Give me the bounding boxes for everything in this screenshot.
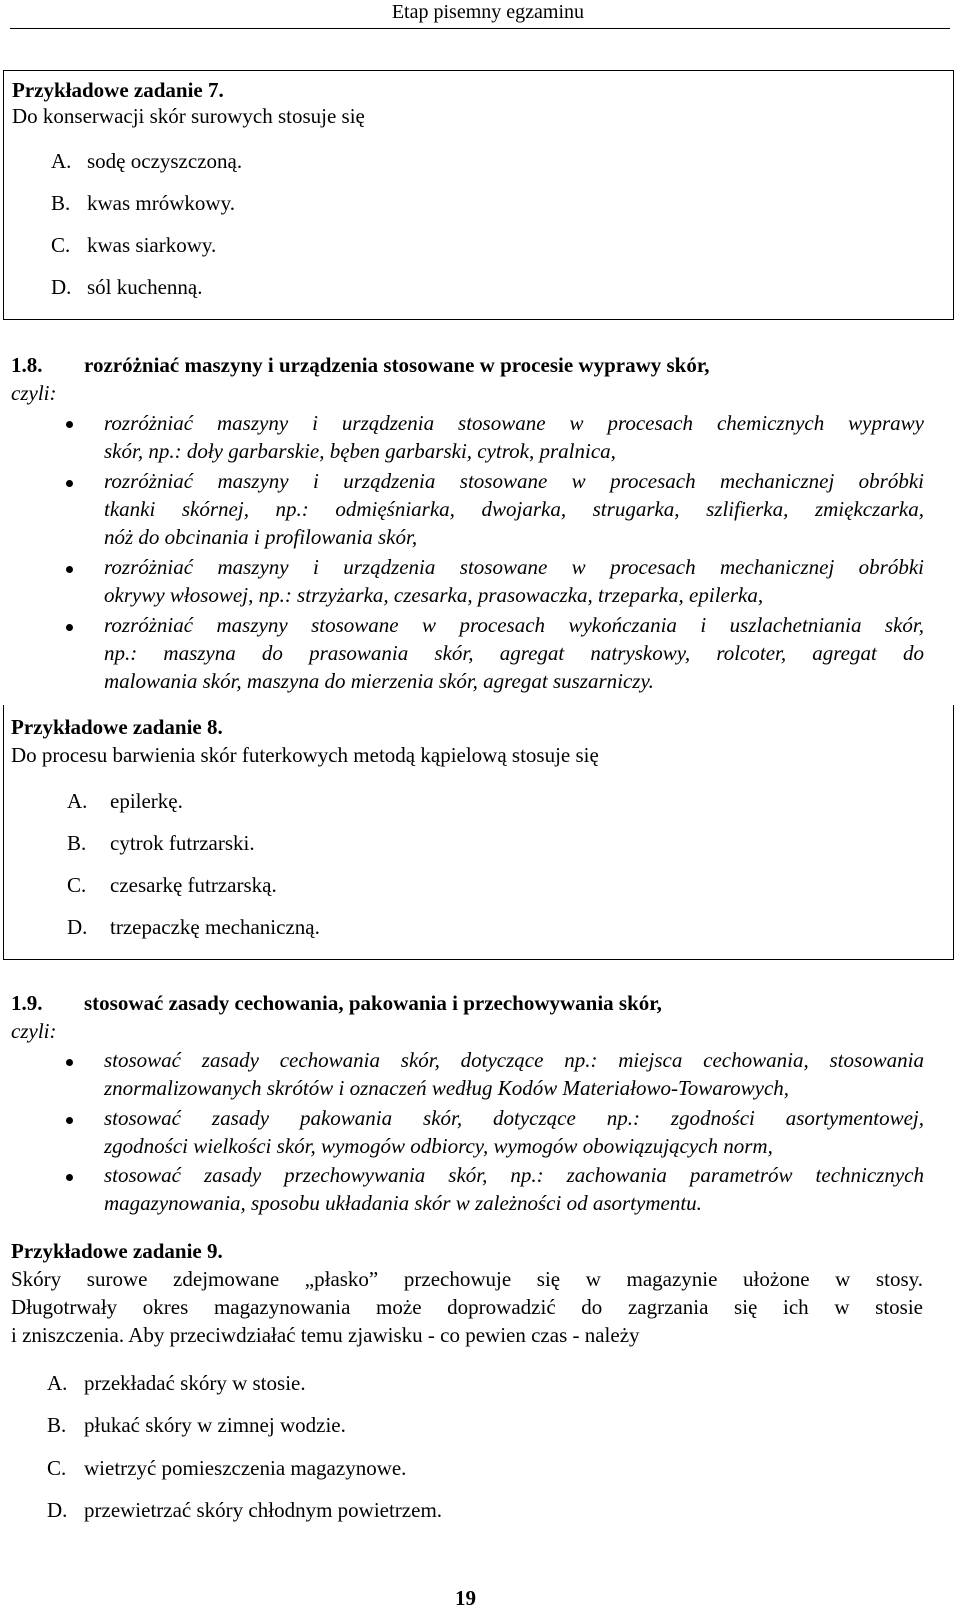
task8-option-letter: B. [67,831,87,855]
task9-line: Skóry surowe zdejmowane „płasko” przechowuje się w magazynie ułożone w stosy. [11,1267,923,1291]
task7-option-text: sól kuchenną. [87,275,203,299]
task8-option-text: trzepaczkę mechaniczną. [110,915,320,939]
task9-option-letter: A. [47,1371,68,1395]
task8-box [3,705,954,960]
section18-line: rozróżniać maszyny stosowane w procesach wykończania i uszlachetniania skór, [104,613,924,637]
task9-option-letter: C. [47,1456,67,1480]
task9-option-letter: D. [47,1498,68,1522]
bullet-icon [66,624,73,631]
task9-option-text: wietrzyć pomieszczenia magazynowe. [84,1456,407,1480]
section19-czyli: czyli: [11,1019,57,1043]
task9-line: i zniszczenia. Aby przeciwdziałać temu zjawisku - co pewien czas - należy [11,1323,640,1347]
task8-option-letter: A. [67,789,88,813]
task8-option-text: czesarkę futrzarską. [110,873,277,897]
section19-line: zgodności wielkości skór, wymogów odbiorcy, wymogów obowiązujących norm, [104,1134,773,1158]
task7-question: Do konserwacji skór surowych stosuje się [12,104,365,128]
task8-title: Przykładowe zadanie 8. [11,715,223,739]
task9-option-text: płukać skóry w zimnej wodzie. [84,1413,346,1437]
bullet-icon [66,1174,73,1181]
task8-option-text: cytrok futrzarski. [110,831,255,855]
section18-line: nóż do obcinania i profilowania skór, [104,525,418,549]
task7-option-text: kwas mrówkowy. [87,191,235,215]
section18-title: rozróżniać maszyny i urządzenia stosowane w procesie wyprawy skór, [84,353,710,377]
section18-line: rozróżniać maszyny i urządzenia stosowane w procesach mechanicznej obróbki [104,555,924,579]
bullet-icon [66,1059,73,1066]
section18-czyli: czyli: [11,381,57,405]
task9-line: Długotrwały okres magazynowania może doprowadzić do zagrzania się ich w stosie [11,1295,923,1319]
page-header [0,0,960,30]
bullet-icon [66,480,73,487]
task9-option-letter: B. [47,1413,67,1437]
section19-number: 1.9. [11,991,43,1015]
section18-line: malowania skór, maszyna do mierzenia skór, agregat suszarniczy. [104,669,654,693]
section19-line: znormalizowanych skrótów i oznaczeń według Kodów Materiałowo-Towarowych, [104,1076,790,1100]
task7-option-text: sodę oczyszczoną. [87,149,243,173]
task8-option-letter: D. [67,915,88,939]
task7-box [3,70,954,320]
section18-number: 1.8. [11,353,43,377]
task8-question: Do procesu barwienia skór futerkowych metodą kąpielową stosuje się [11,743,599,767]
section18-line: rozróżniać maszyny i urządzenia stosowane w procesach mechanicznej obróbki [104,469,924,493]
section18-line: tkanki skórnej, np.: odmięśniarka, dwojarka, strugarka, szlifierka, zmiękczarka, [104,497,924,521]
bullet-icon [66,566,73,573]
page-number: 19 [455,1586,476,1610]
bullet-icon [66,1117,73,1124]
task9-title: Przykładowe zadanie 9. [11,1239,223,1263]
bullet-icon [66,421,73,428]
section19-line: stosować zasady cechowania skór, dotyczące np.: miejsca cechowania, stosowania [104,1048,924,1072]
header-divider [10,28,950,29]
section18-line: skór, np.: doły garbarskie, bęben garbarski, cytrok, pralnica, [104,439,616,463]
section19-line: stosować zasady pakowania skór, dotyczące np.: zgodności asortymentowej, [104,1106,924,1130]
section18-line: okrywy włosowej, np.: strzyżarka, czesarka, prasowaczka, trzeparka, epilerka, [104,583,764,607]
section18-line: np.: maszyna do prasowania skór, agregat natryskowy, rolcoter, agregat do [104,641,924,665]
header-title: Etap pisemny egzaminu [391,1,584,23]
task9-option-text: przekładać skóry w stosie. [84,1371,306,1395]
section19-title: stosować zasady cechowania, pakowania i przechowywania skór, [84,991,662,1015]
task7-option-letter: D. [51,275,72,299]
task7-option-text: kwas siarkowy. [87,233,217,257]
task7-option-letter: A. [51,149,72,173]
task7-title: Przykładowe zadanie 7. [12,78,224,102]
task7-option-letter: B. [51,191,71,215]
section18-line: rozróżniać maszyny i urządzenia stosowane w procesach chemicznych wyprawy [104,411,924,435]
task9-option-text: przewietrzać skóry chłodnym powietrzem. [84,1498,443,1522]
section19-line: magazynowania, sposobu układania skór w zależności od asortymentu. [104,1191,702,1215]
task8-option-text: epilerkę. [110,789,183,813]
section19-line: stosować zasady przechowywania skór, np.: zachowania parametrów technicznych [104,1163,924,1187]
task8-option-letter: C. [67,873,87,897]
task7-option-letter: C. [51,233,71,257]
